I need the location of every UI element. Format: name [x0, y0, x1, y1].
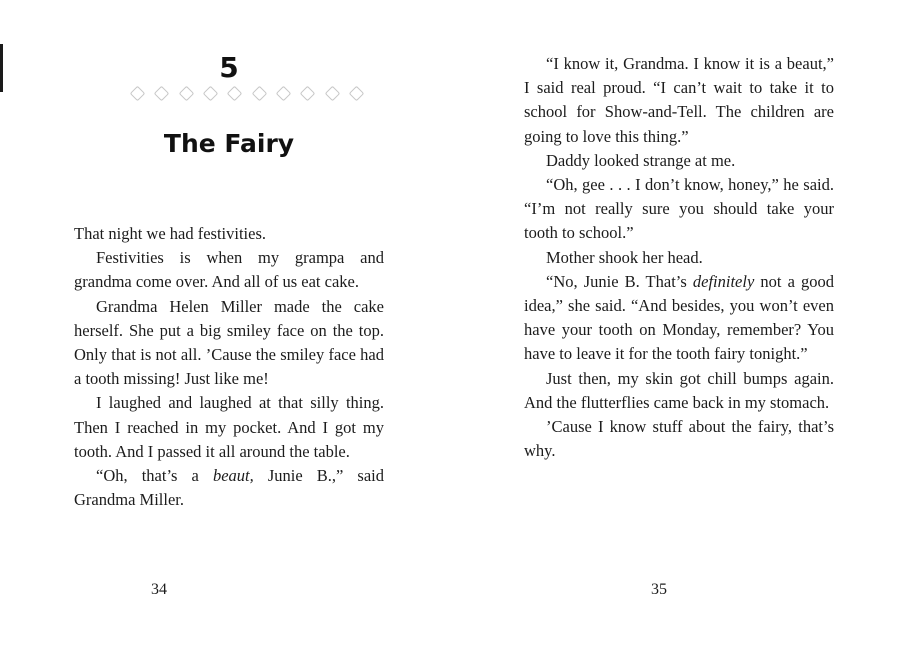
paragraph-text: “Oh, that’s a	[96, 466, 213, 486]
right-page	[524, 0, 834, 651]
emphasized-text: beaut,	[212, 466, 254, 486]
decorative-ornament-icon	[276, 86, 292, 102]
decorative-ornament-icon	[251, 86, 267, 102]
binding-edge-mark	[0, 44, 3, 92]
decorative-ornament-icon	[324, 86, 340, 102]
decorative-ornament-icon	[130, 86, 146, 102]
paragraph-text: “No, Junie B. That’s	[546, 271, 693, 291]
paragraph: Daddy looked strange at me.	[546, 150, 736, 170]
right-page-body	[524, 52, 834, 463]
page-number: 34	[151, 581, 167, 598]
paragraph-text: not a good idea,” she said. “And besides, you won’t even have your tooth on Monday, remember? You have to leave it for the tooth fairy tonight.”	[524, 271, 834, 364]
decorative-ornament-icon	[203, 86, 219, 102]
left-page	[74, 0, 384, 651]
paragraph: I laughed and laughed at that silly thing. Then I reached in my pocket. And I got my tooth. And I passed it all around the table.	[74, 393, 384, 461]
paragraph: Festivities is when my grampa and grandma come over. And all of us eat cake.	[74, 248, 384, 292]
paragraph: Mother shook her head.	[546, 247, 703, 267]
page-number: 35	[651, 581, 667, 598]
left-page-body	[74, 222, 384, 512]
chapter-title: The Fairy	[163, 128, 295, 158]
chapter-number: 5	[219, 51, 239, 84]
emphasized-text: definitely	[692, 271, 755, 291]
decorative-ornament-icon	[300, 86, 316, 102]
paragraph	[524, 270, 834, 367]
paragraph	[74, 464, 384, 512]
paragraph: Grandma Helen Miller made the cake herself. She put a big smiley face on the top. Only that is not all. ’Cause the smiley face had a tooth missing! Just like me!	[74, 296, 384, 389]
paragraph-text: Junie B.,” said Grandma Miller.	[74, 466, 384, 510]
decorative-ornament-icon	[154, 86, 170, 102]
paragraph: ’Cause I know stuff about the fairy, that’s why.	[524, 417, 834, 461]
paragraph: “Oh, gee . . . I don’t know, honey,” he said. “I’m not really sure you should take your tooth to school.”	[524, 175, 834, 243]
decorative-ornament-icon	[227, 86, 243, 102]
paragraph: Just then, my skin got chill bumps again. And the flutterflies came back in my stomach.	[524, 368, 834, 412]
paragraph: “I know it, Grandma. I know it is a beaut,” I said real proud. “I can’t wait to take it to school for Show-and-Tell. The children are going to love this thing.”	[524, 54, 834, 146]
chapter-ornament-row	[132, 88, 362, 99]
paragraph: That night we had festivities.	[74, 224, 266, 243]
decorative-ornament-icon	[178, 86, 194, 102]
decorative-ornament-icon	[349, 86, 365, 102]
